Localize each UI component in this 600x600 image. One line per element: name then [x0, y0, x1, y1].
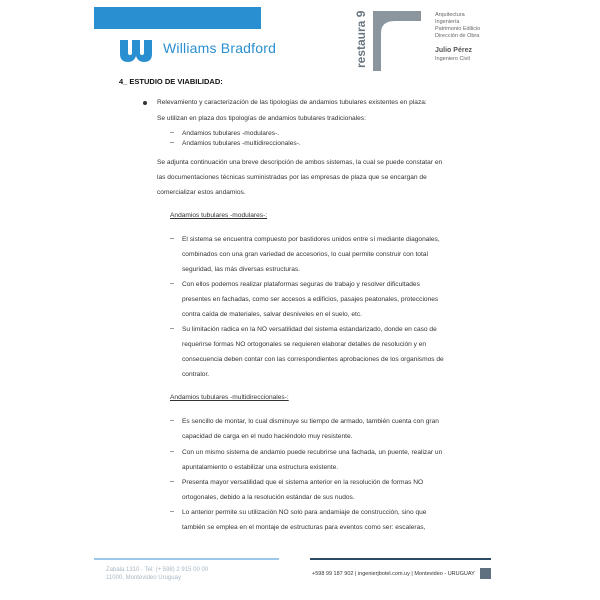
footer-address-line: Zabala 1310 · Tel: (+ 598) 2 915 00 00: [106, 567, 209, 573]
section1-line: contralor.: [182, 371, 210, 378]
dash-icon: –: [170, 325, 174, 332]
section1-title: Andamios tubulares -modulares-:: [170, 212, 268, 219]
section2-line: capacidad de carga en el nudo haciéndolo muy resistente.: [182, 433, 353, 440]
description-line: Se adjunta continuación una breve descripción de ambos sistemas, la cual se puede constatar en: [157, 159, 443, 166]
section2-line: también se emplea en el montaje de estructuras para eventos como ser: escaleras,: [182, 524, 426, 531]
bullet-icon: [143, 101, 147, 105]
logo-text: Williams Bradford: [163, 40, 277, 56]
dash-icon: –: [170, 508, 174, 515]
section1-line: Con ellos podemos realizar plataformas seguras de trabajo y resolver dificultades: [182, 281, 420, 288]
dash-icon: –: [170, 448, 174, 455]
dash-icon: –: [170, 129, 174, 136]
type-item: Andamios tubulares -multidireccionales-.: [182, 140, 301, 147]
bullet-text: Relevamiento y caracterización de las tipologías de andamios tubulares existentes en plaza:: [157, 99, 427, 106]
dash-icon: –: [170, 235, 174, 242]
footer-divider-right: [310, 558, 491, 560]
section-heading: 4_ ESTUDIO DE VIABILIDAD:: [119, 77, 223, 86]
restaura-logo-icon: [373, 11, 421, 71]
brand-service-line: Dirección de Obra: [435, 33, 480, 39]
brand-name: restaura 9: [354, 10, 368, 68]
person-role: Ingeniero Civil: [435, 56, 470, 62]
brand-service-line: Patrimonio Edilicio: [435, 26, 481, 32]
section2-title: Andamios tubulares -multidireccionales-:: [170, 394, 289, 401]
footer-divider-left: [94, 558, 279, 560]
footer-address: [106, 566, 208, 582]
description-line: comercializar estos andamios.: [157, 189, 246, 196]
footer-logo-icon: [480, 568, 491, 579]
section1-line: Su limitación radica en la NO versatilidad del sistema estandarizado, donde en caso de: [182, 326, 437, 333]
section2-line: Con un mismo sistema de andamio puede recubrirse una fachada, un puente, realizar un: [182, 449, 443, 456]
brand-service-line: Ingeniería: [435, 19, 460, 25]
dash-icon: –: [170, 417, 174, 424]
section2-line: apuntalamiento o estabilizar una estructura existente.: [182, 464, 339, 471]
type-item: Andamios tubulares -modulares-.: [182, 130, 280, 137]
dash-icon: –: [170, 280, 174, 287]
brand-service-line: Arquitectura: [435, 12, 465, 18]
section2-line: Lo anterior permite su utilización NO solo para andamiaje de construcción, sino que: [182, 509, 427, 516]
footer-contact: +598 99 187 902 | ingenierjbotel.com.uy | Montevideo - URUGUAY: [312, 571, 475, 577]
section1-line: combinados con una gran variedad de accesorios, lo cual permite construir con total: [182, 251, 428, 258]
section1-line: presentes en fachadas, como ser accesos a edificios, pasajes peatonales, protecciones: [182, 296, 439, 303]
footer-address-line: 11000, Montevideo Uruguay: [106, 575, 181, 581]
brand-services: [435, 12, 480, 40]
dash-icon: –: [170, 478, 174, 485]
section1-line: seguridad, las más diversas estructuras.: [182, 266, 301, 273]
williams-bradford-logo-icon: [118, 38, 158, 64]
section2-line: ortogonales, debido a la resolución estándar de sus nudos.: [182, 494, 355, 501]
header-color-bar: [94, 7, 261, 29]
description-line: las documentaciones técnicas suministradas por las empresas de plaza que se encargan de: [157, 174, 427, 181]
section1-line: requerirse formas NO ortogonales se requieren elaborar detalles de resolución y en: [182, 341, 427, 348]
section1-line: contra caída de materiales, salvar desniveles en el suelo, etc.: [182, 311, 362, 318]
section2-line: Presenta mayor versatilidad que el sistema anterior en la resolución de formas NO: [182, 479, 424, 486]
section1-line: El sistema se encuentra compuesto por bastidores unidos entre sí mediante diagonales,: [182, 236, 440, 243]
section2-line: Es sencillo de montar, lo cual disminuye su tiempo de armado, también cuenta con gran: [182, 418, 439, 425]
section1-line: consecuencia deben contar con las correspondientes aprobaciones de los organismos de: [182, 356, 444, 363]
person-name: Julio Pérez: [435, 47, 472, 54]
dash-icon: –: [170, 139, 174, 146]
intro-text: Se utilizan en plaza dos tipologías de andamios tubulares tradicionales:: [157, 115, 366, 122]
